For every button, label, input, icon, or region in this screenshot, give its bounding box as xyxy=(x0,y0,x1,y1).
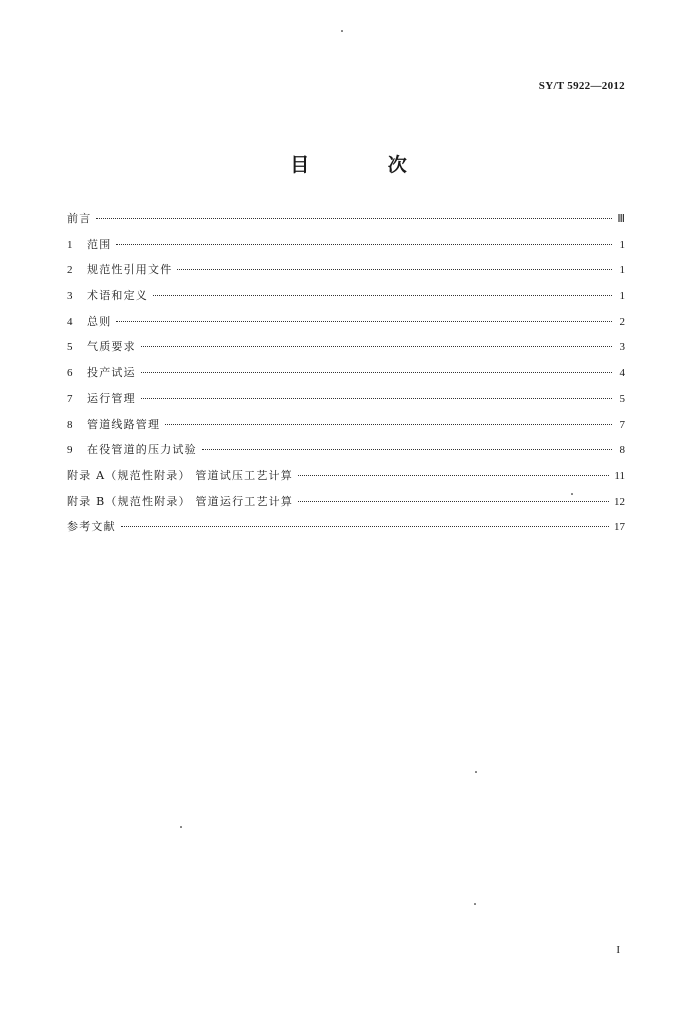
toc-entry-page: Ⅲ xyxy=(617,213,625,225)
toc-leader-dots xyxy=(141,398,612,399)
toc-entry-normative-references[interactable] xyxy=(67,263,625,289)
toc-entry-page: 12 xyxy=(614,495,625,508)
scan-speck xyxy=(341,30,343,32)
toc-entry-label: 气质要求 xyxy=(87,340,136,354)
toc-leader-dots xyxy=(141,372,612,373)
scan-speck xyxy=(475,771,477,773)
toc-entry-label: 总则 xyxy=(87,314,112,328)
toc-entry-label: 在役管道的压力试验 xyxy=(87,443,197,457)
toc-entry-number: 4 xyxy=(67,315,73,328)
toc-leader-dots xyxy=(153,295,612,296)
toc-entry-appendix-a[interactable] xyxy=(67,469,625,495)
toc-entry-number: 8 xyxy=(67,418,73,431)
toc-entry-label: 范围 xyxy=(87,237,112,251)
toc-entry-number: 2 xyxy=(67,264,73,277)
toc-entry-page: 7 xyxy=(619,418,625,431)
toc-entry-label: 前言 xyxy=(67,212,92,225)
toc-entry-foreword[interactable] xyxy=(67,212,625,238)
toc-leader-dots xyxy=(298,501,609,502)
toc-entry-label: 运行管理 xyxy=(87,391,136,405)
toc-leader-dots xyxy=(116,321,612,322)
toc-entry-number: 5 xyxy=(67,341,73,354)
toc-entry-pressure-test[interactable] xyxy=(67,443,625,469)
toc-entry-general[interactable] xyxy=(67,315,625,341)
toc-entry-label: 术语和定义 xyxy=(87,289,148,303)
toc-leader-dots xyxy=(121,526,609,527)
toc-entry-terms-definitions[interactable] xyxy=(67,289,625,315)
toc-leader-dots xyxy=(298,475,609,476)
toc-entry-page: 3 xyxy=(619,341,625,354)
toc-entry-commissioning[interactable] xyxy=(67,366,625,392)
toc-entry-label: 投产试运 xyxy=(87,366,136,380)
toc-entry-page: 11 xyxy=(614,469,625,482)
toc-entry-number: 7 xyxy=(67,392,73,405)
toc-entry-appendix-b[interactable] xyxy=(67,495,625,521)
toc-entry-pipeline-route-management[interactable] xyxy=(67,418,625,444)
toc-entry-label: 附录 B（规范性附录） 管道运行工艺计算 xyxy=(67,494,294,508)
standard-code: SY/T 5922—2012 xyxy=(538,80,625,92)
toc-entry-label: 管道线路管理 xyxy=(87,417,161,431)
toc-entry-page: 2 xyxy=(619,315,625,328)
toc-leader-dots xyxy=(96,218,612,219)
toc-entry-page: 8 xyxy=(619,444,625,457)
toc-entry-page: 4 xyxy=(619,367,625,380)
toc-entry-number: 1 xyxy=(67,238,73,251)
toc-entry-label: 参考文献 xyxy=(67,520,116,534)
toc-leader-dots xyxy=(177,269,612,270)
toc-leader-dots xyxy=(141,346,612,347)
toc-entry-page: 1 xyxy=(619,238,625,251)
page-title: 目 次 xyxy=(290,154,443,176)
toc-entry-page: 1 xyxy=(619,264,625,277)
toc-entry-label: 附录 A（规范性附录） 管道试压工艺计算 xyxy=(67,468,293,482)
toc-leader-dots xyxy=(116,244,612,245)
toc-entry-page: 5 xyxy=(619,392,625,405)
toc-entry-number: 6 xyxy=(67,367,73,380)
toc-entry-operation-management[interactable] xyxy=(67,392,625,418)
scan-speck xyxy=(474,903,476,905)
toc-entry-scope[interactable] xyxy=(67,238,625,264)
toc-entry-bibliography[interactable] xyxy=(67,520,625,546)
toc-leader-dots xyxy=(165,424,612,425)
toc-entry-page: 1 xyxy=(619,290,625,303)
toc-entry-number: 3 xyxy=(67,290,73,303)
toc-leader-dots xyxy=(202,449,612,450)
table-of-contents xyxy=(67,212,625,546)
toc-entry-number: 9 xyxy=(67,444,73,457)
toc-entry-page: 17 xyxy=(614,521,625,534)
page-number: I xyxy=(616,944,620,956)
toc-entry-gas-quality[interactable] xyxy=(67,340,625,366)
scan-speck xyxy=(180,826,182,828)
toc-entry-label: 规范性引用文件 xyxy=(87,263,173,277)
scan-speck xyxy=(571,493,573,495)
